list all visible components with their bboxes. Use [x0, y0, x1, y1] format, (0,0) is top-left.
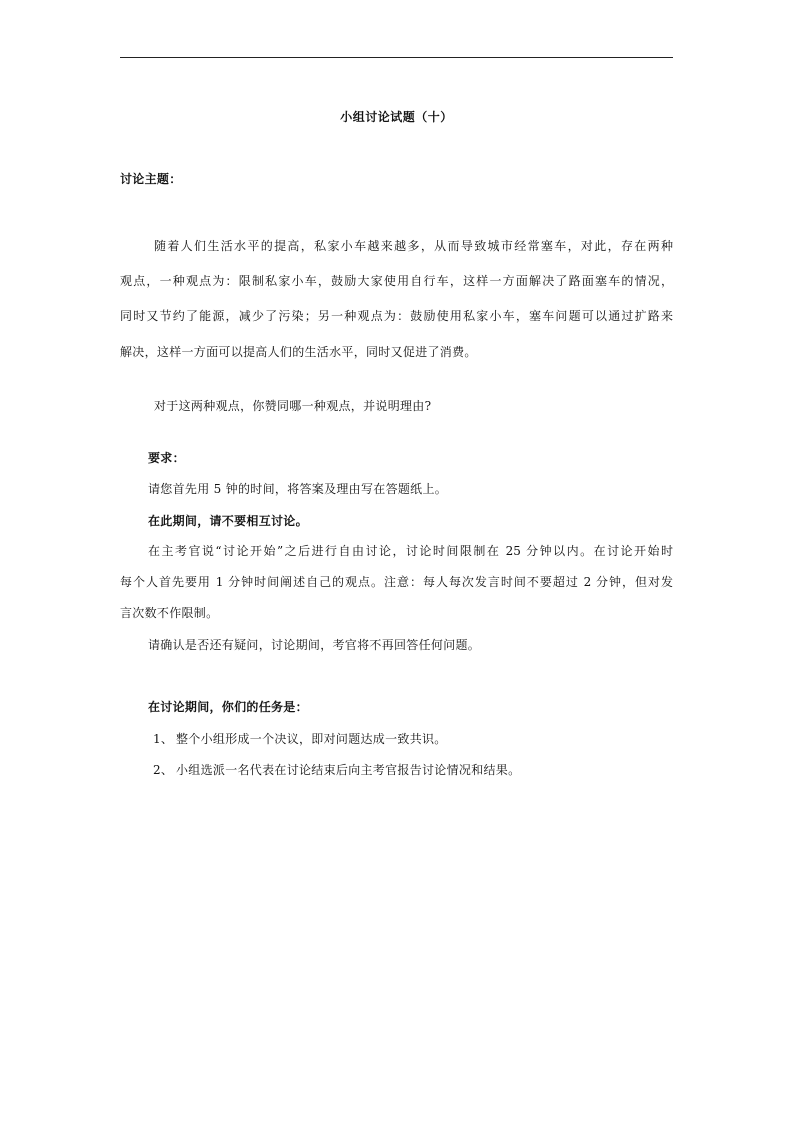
- tasks-heading: 在讨论期间，你们的任务是：: [148, 700, 308, 714]
- confirm-line: 请确认是否还有疑问，讨论期间，考官将不再回答任何问题。: [148, 638, 481, 652]
- rules-line-2: 每个人首先要用 1 分钟时间阐述自己的观点。注意：每人每次发言时间不要超过 2 分钟，但对发: [120, 575, 673, 589]
- topic-heading: 讨论主题：: [120, 172, 182, 186]
- task-item-2-number: 2、: [153, 763, 174, 777]
- task-item-1-text: 整个小组形成一个决议，即对问题达成一致共识。: [176, 732, 447, 746]
- topic-line-3: 同时又节约了能源，减少了污染；另一种观点为：鼓励使用私家小车，塞车问题可以通过扩路来: [120, 309, 673, 323]
- topic-line-1: 随着人们生活水平的提高，私家小车越来越多，从而导致城市经常塞车，对此，存在两种: [154, 239, 673, 253]
- task-item-2-text: 小组选派一名代表在讨论结束后向主考官报告讨论情况和结果。: [176, 763, 521, 777]
- header-rule: [120, 57, 673, 58]
- requirement-line-1: 请您首先用 5 钟的时间，将答案及理由写在答题纸上。: [148, 482, 448, 496]
- topic-line-2: 观点，一种观点为：限制私家小车，鼓励大家使用自行车，这样一方面解决了路面塞车的情况，: [120, 274, 673, 288]
- task-item-1-number: 1、: [153, 732, 174, 746]
- rules-line-3: 言次数不作限制。: [120, 606, 219, 620]
- topic-line-4: 解决，这样一方面可以提高人们的生活水平，同时又促进了消费。: [120, 345, 477, 359]
- requirements-heading: 要求：: [148, 451, 185, 465]
- rules-line-1: 在主考官说“讨论开始”之后进行自由讨论，讨论时间限制在 25 分钟以内。在讨论开始时: [148, 544, 673, 558]
- page-title: 小组讨论试题（十）: [340, 110, 453, 124]
- discussion-question: 对于这两种观点，你赞同哪一种观点，并说明理由?: [154, 399, 432, 413]
- requirement-line-2: 在此期间，请不要相互讨论。: [148, 514, 308, 528]
